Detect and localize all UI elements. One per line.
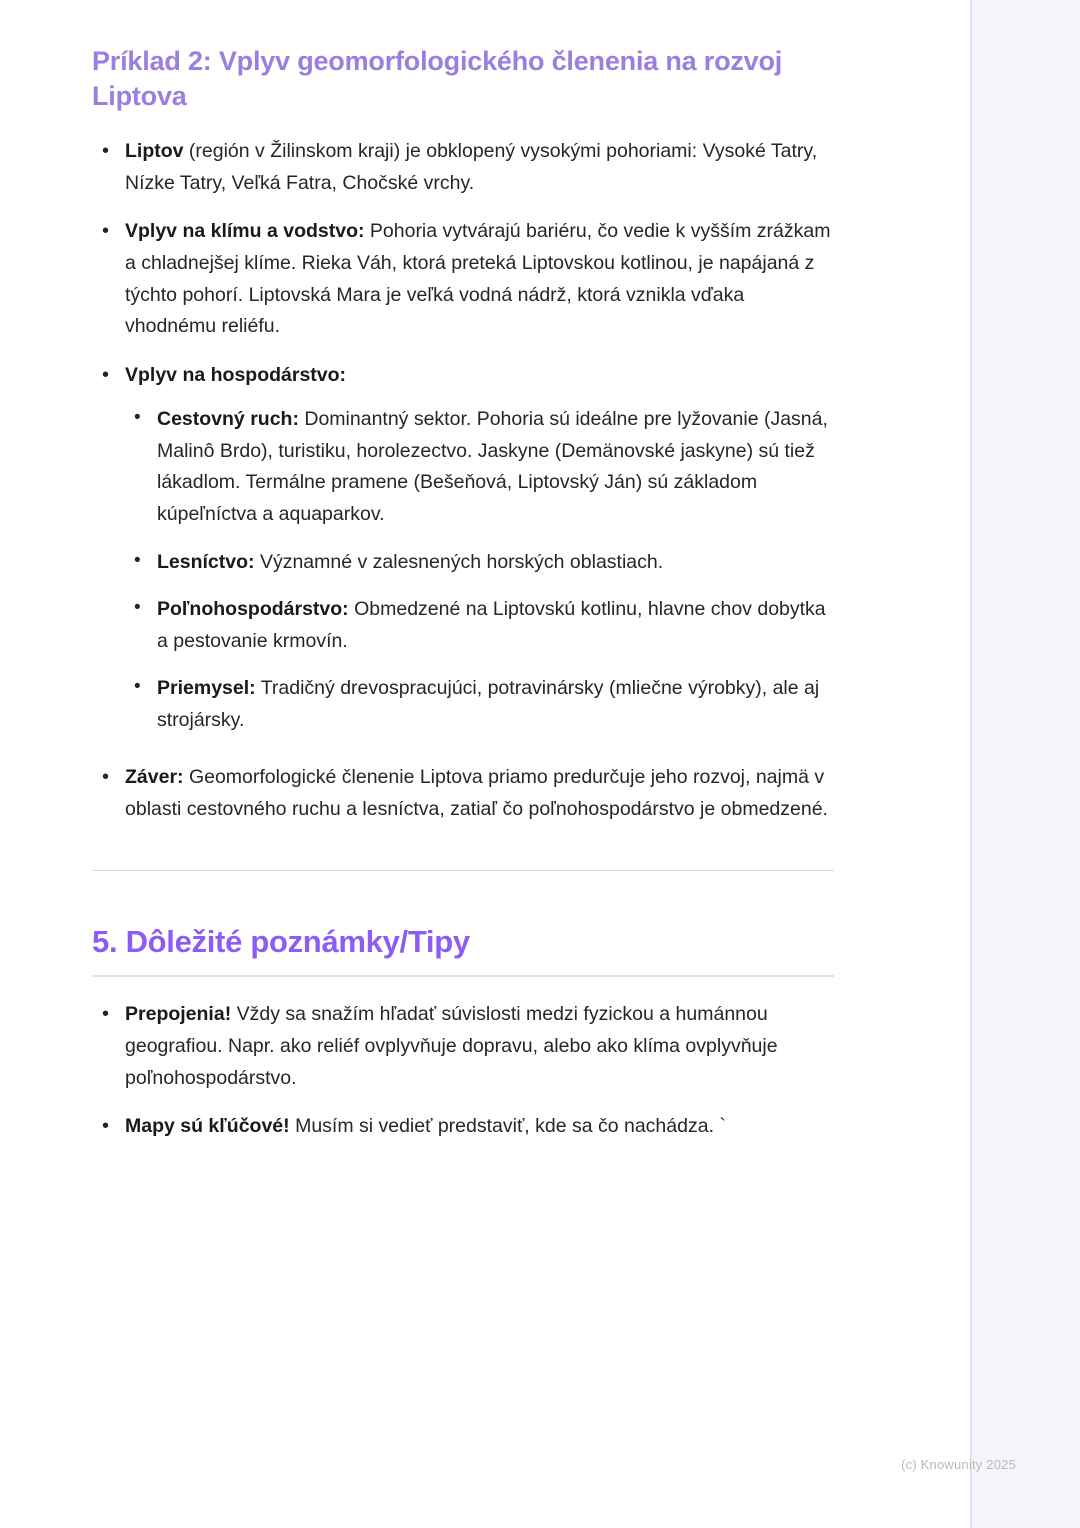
section-heading: 5. Dôležité poznámky/Tipy: [92, 923, 470, 959]
list-item: [92, 216, 834, 342]
list-item: [92, 136, 834, 199]
list-item: [92, 999, 834, 1094]
right-margin-band: [972, 0, 1080, 1528]
list-item: [92, 762, 834, 825]
bullet-lead: Liptov: [125, 140, 184, 163]
example-title: Príklad 2: Vplyv geomorfologického členenia na rozvoj Liptova: [92, 46, 783, 112]
list-item: [125, 594, 834, 657]
list-item: [125, 547, 834, 579]
bullet-text: Dominantný sektor. Pohoria sú ideálne pre lyžovanie (Jasná, Malinô Brdo), turistiku, horolezectvo. Jaskyne (Demänovské jaskyne) sú tiež lákadlom. Termálne pramene (Bešeňová, Liptovský Ján) sú základom kúpeľníctva a aquaparkov.: [157, 408, 828, 525]
bullet-text: Musím si vedieť predstaviť, kde sa čo nachádza. `: [289, 1115, 726, 1138]
list-item: [92, 360, 834, 737]
bullet-text: Tradičný drevospracujúci, potravinársky (mliečne výrobky), ale aj strojársky.: [157, 677, 820, 731]
bullet-lead: Mapy sú kľúčové!: [125, 1115, 290, 1138]
bullet-text: Geomorfologické členenie Liptova priamo predurčuje jeho rozvoj, najmä v oblasti cestovného ruchu a lesníctva, zatiaľ čo poľnohospodárstvo je obmedzené.: [125, 766, 828, 821]
document-content: [92, 44, 834, 1160]
bullet-text: (región v Žilinskom kraji) je obklopený vysokými pohoriami: Vysoké Tatry, Nízke Tatry, Veľká Fatra, Chočské vrchy.: [125, 140, 818, 194]
right-margin-divider: [970, 0, 972, 1528]
list-item: [125, 673, 834, 736]
bullet-lead: Vplyv na klímu a vodstvo:: [125, 220, 365, 243]
list-item: [125, 404, 834, 530]
bullet-text: Obmedzené na Liptovskú kotlinu, hlavne chov dobytka a pestovanie krmovín.: [157, 598, 826, 652]
bullet-lead: Priemysel:: [157, 677, 256, 700]
tips-bullet-list: [92, 999, 834, 1142]
bullet-lead: Poľnohospodárstvo:: [157, 598, 349, 621]
section-separator: [92, 870, 834, 871]
bullet-lead: Vplyv na hospodárstvo:: [125, 363, 347, 386]
example-bullet-list: [92, 136, 834, 825]
bullet-lead: Cestovný ruch:: [157, 408, 299, 431]
bullet-text: Významné v zalesnených horských oblastiach.: [254, 550, 664, 573]
list-item: [92, 1111, 834, 1143]
copyright-footer: (c) Knowunity 2025: [901, 1457, 1016, 1472]
bullet-lead: Lesníctvo:: [157, 550, 255, 573]
bullet-text: Vždy sa snažím hľadať súvislosti medzi fyzickou a humánnou geografiou. Napr. ako reliéf ovplyvňuje dopravu, alebo ako klíma ovplyvňuje poľnohospodárstvo.: [125, 1003, 778, 1089]
bullet-text: Pohoria vytvárajú bariéru, čo vedie k vyšším zrážkam a chladnejšej klíme. Rieka Váh, ktorá preteká Liptovskou kotlinou, je napájaná z týchto pohorí. Liptovská Mara je veľká vodná nádrž, ktorá vznikla vďaka vhodnému reliéfu.: [125, 220, 831, 338]
bullet-lead: Záver:: [125, 766, 184, 789]
sub-bullet-list: [125, 404, 834, 736]
bullet-lead: Prepojenia!: [125, 1003, 232, 1026]
section-heading-underline: [92, 975, 834, 977]
